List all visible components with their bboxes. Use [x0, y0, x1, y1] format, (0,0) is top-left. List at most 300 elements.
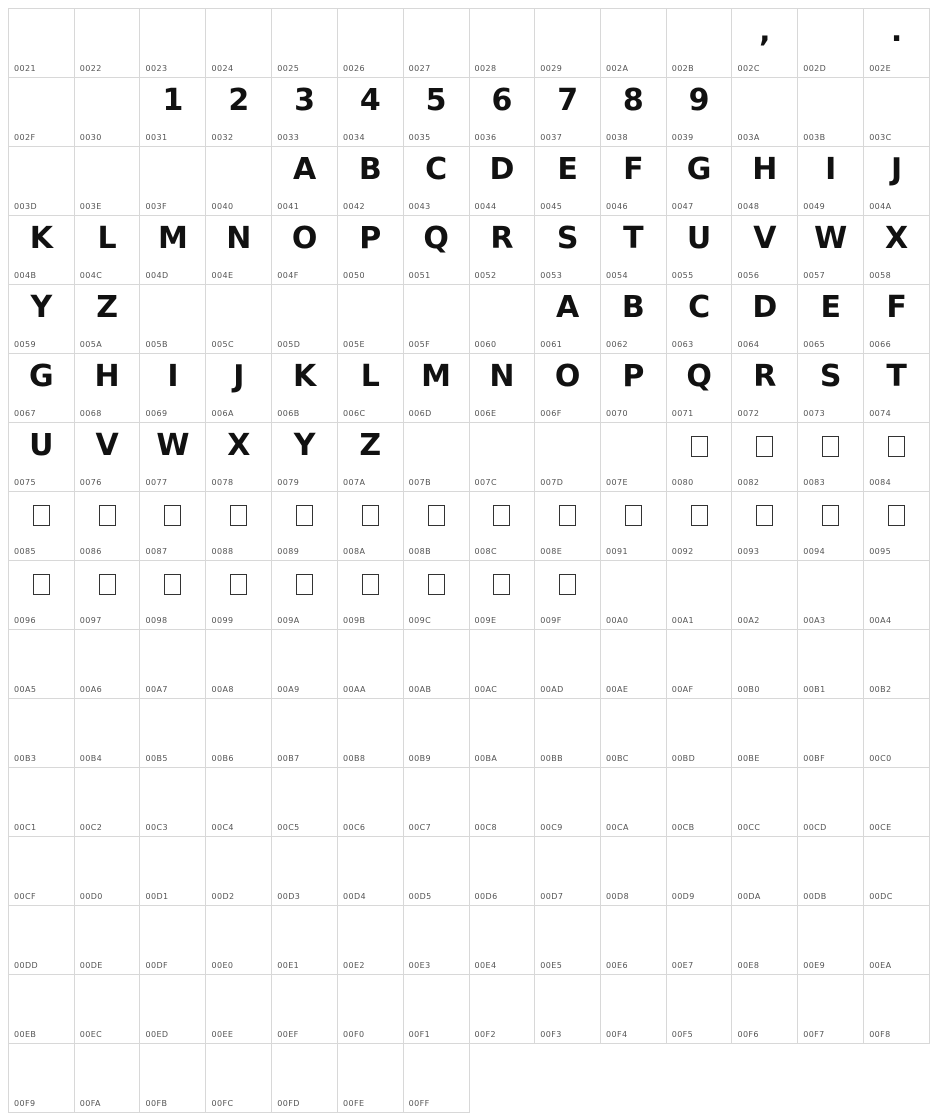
glyph-preview: F: [623, 152, 644, 187]
character-cell[interactable]: [74, 492, 140, 561]
character-cell[interactable]: [403, 492, 469, 561]
character-cell[interactable]: [469, 630, 535, 699]
character-cell[interactable]: [469, 768, 535, 837]
character-cell[interactable]: [469, 699, 535, 768]
character-cell[interactable]: [601, 768, 667, 837]
character-cell[interactable]: [74, 699, 140, 768]
unicode-codepoint-label: 0040: [211, 202, 234, 211]
character-cell[interactable]: [666, 492, 732, 561]
character-map-row: [9, 837, 930, 906]
character-cell[interactable]: [666, 699, 732, 768]
character-cell[interactable]: [666, 837, 732, 906]
unicode-codepoint-label: 00B1: [803, 685, 826, 694]
character-cell[interactable]: [666, 975, 732, 1044]
unicode-codepoint-label: 005B: [145, 340, 168, 349]
character-cell[interactable]: [272, 906, 338, 975]
character-cell[interactable]: [272, 768, 338, 837]
character-cell[interactable]: [140, 216, 206, 285]
character-cell[interactable]: [206, 1044, 272, 1113]
character-cell[interactable]: [469, 561, 535, 630]
character-cell[interactable]: [403, 423, 469, 492]
character-cell[interactable]: [798, 630, 864, 699]
glyph-preview: S: [556, 221, 579, 256]
character-cell[interactable]: [140, 837, 206, 906]
character-map-row: [9, 147, 930, 216]
character-cell[interactable]: [601, 561, 667, 630]
character-cell[interactable]: [337, 78, 403, 147]
character-cell[interactable]: [9, 768, 75, 837]
character-cell[interactable]: [535, 354, 601, 423]
character-cell[interactable]: [469, 492, 535, 561]
character-cell[interactable]: [9, 906, 75, 975]
unicode-codepoint-label: 00B8: [342, 754, 366, 763]
unicode-codepoint-label: 00B6: [211, 754, 234, 763]
character-cell[interactable]: [337, 906, 403, 975]
unicode-codepoint-label: 00D1: [145, 892, 169, 901]
character-cell[interactable]: [337, 492, 403, 561]
character-cell[interactable]: [9, 561, 75, 630]
character-cell[interactable]: [864, 492, 930, 561]
character-cell[interactable]: [798, 768, 864, 837]
character-cell[interactable]: [798, 423, 864, 492]
unicode-codepoint-label: 00C1: [14, 823, 37, 832]
unicode-codepoint-label: 005F: [408, 340, 431, 349]
character-cell[interactable]: [798, 354, 864, 423]
character-cell[interactable]: [798, 78, 864, 147]
character-cell[interactable]: [403, 768, 469, 837]
character-cell[interactable]: [732, 837, 798, 906]
character-cell[interactable]: [140, 630, 206, 699]
character-cell[interactable]: [732, 216, 798, 285]
character-cell[interactable]: [9, 354, 75, 423]
missing-glyph-icon: [9, 492, 74, 538]
unicode-codepoint-label: 00F0: [342, 1030, 365, 1039]
character-cell[interactable]: [535, 768, 601, 837]
glyph-preview: I: [825, 152, 837, 187]
character-cell[interactable]: [666, 906, 732, 975]
character-cell[interactable]: [74, 9, 140, 78]
unicode-codepoint-label: 00E8: [737, 961, 760, 970]
character-cell[interactable]: [337, 285, 403, 354]
character-cell[interactable]: [864, 561, 930, 630]
character-cell[interactable]: [9, 1044, 75, 1113]
character-cell[interactable]: [469, 216, 535, 285]
character-cell[interactable]: [206, 768, 272, 837]
character-cell[interactable]: [469, 78, 535, 147]
character-cell[interactable]: [206, 285, 272, 354]
character-cell[interactable]: [272, 630, 338, 699]
character-cell[interactable]: [272, 285, 338, 354]
character-cell[interactable]: [9, 837, 75, 906]
character-cell[interactable]: [798, 492, 864, 561]
character-cell[interactable]: [864, 216, 930, 285]
character-cell[interactable]: [206, 630, 272, 699]
character-cell[interactable]: [337, 354, 403, 423]
character-cell[interactable]: [9, 630, 75, 699]
glyph-preview: [864, 768, 929, 814]
unicode-codepoint-label: 00C4: [211, 823, 234, 832]
unicode-codepoint-label: 00D0: [79, 892, 103, 901]
character-cell[interactable]: [601, 492, 667, 561]
empty-cell: [798, 1044, 864, 1113]
character-cell[interactable]: [140, 975, 206, 1044]
character-cell[interactable]: [337, 1044, 403, 1113]
missing-glyph-icon: [404, 561, 469, 607]
character-cell[interactable]: [206, 699, 272, 768]
character-cell[interactable]: [140, 699, 206, 768]
character-cell[interactable]: [403, 354, 469, 423]
character-cell[interactable]: [272, 492, 338, 561]
glyph-preview: [864, 561, 929, 607]
character-cell[interactable]: [666, 285, 732, 354]
character-cell[interactable]: [469, 906, 535, 975]
glyph-preview: J: [891, 152, 903, 187]
unicode-codepoint-label: 0047: [671, 202, 694, 211]
character-cell[interactable]: [864, 906, 930, 975]
glyph-preview: [75, 906, 140, 952]
character-cell[interactable]: [74, 975, 140, 1044]
character-cell[interactable]: [666, 147, 732, 216]
glyph-preview: [470, 837, 535, 883]
character-cell[interactable]: [798, 285, 864, 354]
character-cell[interactable]: [337, 216, 403, 285]
character-cell[interactable]: [535, 699, 601, 768]
character-cell[interactable]: [140, 423, 206, 492]
character-cell[interactable]: [666, 354, 732, 423]
unicode-codepoint-label: 0098: [145, 616, 168, 625]
glyph-preview: [732, 768, 797, 814]
character-cell[interactable]: [337, 423, 403, 492]
character-cell[interactable]: [140, 561, 206, 630]
character-cell[interactable]: [140, 147, 206, 216]
unicode-codepoint-label: 006F: [540, 409, 562, 418]
character-cell[interactable]: [469, 354, 535, 423]
unicode-codepoint-label: 0034: [342, 133, 365, 142]
character-cell[interactable]: [140, 1044, 206, 1113]
character-cell[interactable]: [798, 561, 864, 630]
glyph-preview: I: [167, 359, 179, 394]
character-cell[interactable]: [74, 354, 140, 423]
unicode-codepoint-label: 00FF: [408, 1099, 430, 1108]
unicode-codepoint-label: 00D7: [540, 892, 564, 901]
character-cell[interactable]: [535, 216, 601, 285]
unicode-codepoint-label: 0060: [474, 340, 497, 349]
character-cell[interactable]: [469, 285, 535, 354]
character-cell[interactable]: [337, 768, 403, 837]
character-cell[interactable]: [403, 216, 469, 285]
character-cell[interactable]: [74, 147, 140, 216]
character-cell[interactable]: [798, 975, 864, 1044]
unicode-codepoint-label: 00A5: [14, 685, 37, 694]
character-cell[interactable]: [403, 561, 469, 630]
unicode-codepoint-label: 0068: [79, 409, 102, 418]
character-cell[interactable]: [535, 975, 601, 1044]
character-cell[interactable]: [535, 423, 601, 492]
character-cell[interactable]: [74, 1044, 140, 1113]
character-cell[interactable]: [272, 147, 338, 216]
character-cell[interactable]: [9, 78, 75, 147]
character-cell[interactable]: [601, 285, 667, 354]
character-cell[interactable]: [206, 147, 272, 216]
character-cell[interactable]: [337, 561, 403, 630]
unicode-codepoint-label: 00F5: [671, 1030, 694, 1039]
character-cell[interactable]: [206, 975, 272, 1044]
character-cell[interactable]: [535, 78, 601, 147]
character-cell[interactable]: [864, 837, 930, 906]
character-cell[interactable]: [601, 699, 667, 768]
glyph-preview: [798, 9, 863, 55]
glyph-preview: G: [686, 152, 712, 187]
character-cell[interactable]: [601, 147, 667, 216]
unicode-codepoint-label: 00BB: [540, 754, 564, 763]
character-cell[interactable]: [864, 147, 930, 216]
character-cell[interactable]: [272, 216, 338, 285]
character-cell[interactable]: [732, 906, 798, 975]
character-cell[interactable]: [864, 285, 930, 354]
unicode-codepoint-label: 00E6: [606, 961, 628, 970]
character-cell[interactable]: [337, 630, 403, 699]
character-cell[interactable]: [666, 561, 732, 630]
unicode-codepoint-label: 00ED: [145, 1030, 169, 1039]
character-cell[interactable]: [403, 630, 469, 699]
glyph-preview: R: [753, 359, 777, 394]
unicode-codepoint-label: 0097: [79, 616, 102, 625]
character-cell[interactable]: [337, 9, 403, 78]
character-cell[interactable]: [206, 9, 272, 78]
character-cell[interactable]: [535, 906, 601, 975]
character-cell[interactable]: [732, 9, 798, 78]
character-cell[interactable]: [403, 285, 469, 354]
unicode-codepoint-label: 00AD: [540, 685, 564, 694]
character-cell[interactable]: [206, 354, 272, 423]
character-cell[interactable]: [601, 906, 667, 975]
character-cell[interactable]: [732, 699, 798, 768]
character-cell[interactable]: [666, 768, 732, 837]
character-cell[interactable]: [74, 906, 140, 975]
character-cell[interactable]: [206, 78, 272, 147]
unicode-codepoint-label: 002A: [606, 64, 629, 73]
character-cell[interactable]: [535, 285, 601, 354]
character-map-row: [9, 492, 930, 561]
character-cell[interactable]: [9, 699, 75, 768]
character-cell[interactable]: [74, 78, 140, 147]
unicode-codepoint-label: 00B0: [737, 685, 760, 694]
missing-glyph-icon: [732, 492, 797, 538]
character-cell[interactable]: [403, 78, 469, 147]
character-cell[interactable]: [403, 147, 469, 216]
character-cell[interactable]: [535, 561, 601, 630]
character-cell[interactable]: [74, 423, 140, 492]
character-cell[interactable]: [403, 1044, 469, 1113]
character-cell[interactable]: [798, 699, 864, 768]
character-cell[interactable]: [272, 9, 338, 78]
glyph-preview: P: [359, 221, 382, 256]
glyph-preview: [535, 9, 600, 55]
character-cell[interactable]: [535, 630, 601, 699]
unicode-codepoint-label: 00E2: [342, 961, 365, 970]
glyph-preview: [206, 1044, 271, 1090]
character-cell[interactable]: [272, 1044, 338, 1113]
character-cell[interactable]: [601, 975, 667, 1044]
character-cell[interactable]: [666, 216, 732, 285]
unicode-codepoint-label: 004B: [14, 271, 37, 280]
character-cell[interactable]: [140, 492, 206, 561]
character-cell[interactable]: [206, 423, 272, 492]
character-cell[interactable]: [469, 975, 535, 1044]
character-cell[interactable]: [798, 837, 864, 906]
character-cell[interactable]: [272, 561, 338, 630]
character-cell[interactable]: [206, 216, 272, 285]
character-cell[interactable]: [732, 354, 798, 423]
character-cell[interactable]: [732, 423, 798, 492]
unicode-codepoint-label: 00AC: [474, 685, 498, 694]
character-cell[interactable]: [732, 147, 798, 216]
character-cell[interactable]: [732, 630, 798, 699]
character-cell[interactable]: [337, 975, 403, 1044]
character-cell[interactable]: [9, 975, 75, 1044]
character-cell[interactable]: [601, 423, 667, 492]
character-cell[interactable]: [864, 975, 930, 1044]
glyph-preview: 4: [359, 83, 381, 118]
character-cell[interactable]: [864, 768, 930, 837]
unicode-codepoint-label: 00CA: [606, 823, 629, 832]
character-cell[interactable]: [74, 837, 140, 906]
character-cell[interactable]: [140, 9, 206, 78]
character-cell[interactable]: [864, 699, 930, 768]
character-cell[interactable]: [732, 561, 798, 630]
character-cell[interactable]: [732, 768, 798, 837]
character-cell[interactable]: [732, 285, 798, 354]
unicode-codepoint-label: 003C: [869, 133, 892, 142]
glyph-preview: [470, 9, 535, 55]
character-cell[interactable]: [74, 630, 140, 699]
character-cell[interactable]: [732, 78, 798, 147]
character-cell[interactable]: [9, 147, 75, 216]
unicode-codepoint-label: 00DC: [869, 892, 893, 901]
character-cell[interactable]: [9, 216, 75, 285]
character-cell[interactable]: [403, 9, 469, 78]
character-cell[interactable]: [74, 768, 140, 837]
glyph-preview: V: [95, 428, 119, 463]
glyph-preview: P: [622, 359, 645, 394]
glyph-preview: [75, 9, 140, 55]
character-cell[interactable]: [469, 9, 535, 78]
character-cell[interactable]: [403, 906, 469, 975]
character-cell[interactable]: [601, 354, 667, 423]
character-cell[interactable]: [206, 492, 272, 561]
unicode-codepoint-label: 008B: [408, 547, 431, 556]
glyph-preview: Y: [293, 428, 316, 463]
character-cell[interactable]: [732, 975, 798, 1044]
character-cell[interactable]: [206, 906, 272, 975]
unicode-codepoint-label: 0036: [474, 133, 497, 142]
character-cell[interactable]: [469, 147, 535, 216]
unicode-codepoint-label: 004D: [145, 271, 169, 280]
character-cell[interactable]: [272, 699, 338, 768]
unicode-codepoint-label: 00A8: [211, 685, 234, 694]
character-cell[interactable]: [864, 630, 930, 699]
character-cell[interactable]: [601, 9, 667, 78]
character-cell[interactable]: [469, 837, 535, 906]
character-cell[interactable]: [798, 9, 864, 78]
character-cell[interactable]: [9, 285, 75, 354]
unicode-codepoint-label: 0072: [737, 409, 760, 418]
character-cell[interactable]: [337, 837, 403, 906]
character-cell[interactable]: [74, 216, 140, 285]
unicode-codepoint-label: 0039: [671, 133, 694, 142]
character-cell[interactable]: [601, 78, 667, 147]
character-cell[interactable]: [864, 78, 930, 147]
character-cell[interactable]: [666, 78, 732, 147]
character-cell[interactable]: [535, 492, 601, 561]
character-cell[interactable]: [601, 837, 667, 906]
unicode-codepoint-label: 00DF: [145, 961, 169, 970]
character-cell[interactable]: [206, 837, 272, 906]
character-cell[interactable]: [74, 561, 140, 630]
character-cell[interactable]: [864, 423, 930, 492]
character-cell[interactable]: [798, 216, 864, 285]
character-cell[interactable]: [403, 699, 469, 768]
character-cell[interactable]: [140, 285, 206, 354]
character-cell[interactable]: [798, 147, 864, 216]
character-cell[interactable]: [140, 906, 206, 975]
character-cell[interactable]: [272, 837, 338, 906]
glyph-preview: [601, 699, 666, 745]
character-cell[interactable]: [798, 906, 864, 975]
character-cell[interactable]: [469, 423, 535, 492]
character-cell[interactable]: [403, 837, 469, 906]
character-cell[interactable]: [140, 78, 206, 147]
unicode-codepoint-label: 00C5: [277, 823, 300, 832]
character-cell[interactable]: [9, 492, 75, 561]
glyph-preview: [272, 906, 337, 952]
character-cell[interactable]: [732, 492, 798, 561]
character-cell[interactable]: [666, 630, 732, 699]
character-cell[interactable]: [666, 9, 732, 78]
character-cell[interactable]: [9, 423, 75, 492]
character-cell[interactable]: [9, 9, 75, 78]
character-cell[interactable]: [535, 9, 601, 78]
glyph-preview: 8: [622, 83, 644, 118]
unicode-codepoint-label: 008C: [474, 547, 497, 556]
character-cell[interactable]: [666, 423, 732, 492]
character-cell[interactable]: [140, 768, 206, 837]
character-cell[interactable]: [601, 630, 667, 699]
character-cell[interactable]: [74, 285, 140, 354]
character-cell[interactable]: [337, 147, 403, 216]
unicode-codepoint-label: 0095: [869, 547, 892, 556]
character-cell[interactable]: [864, 354, 930, 423]
character-cell[interactable]: [272, 354, 338, 423]
character-cell[interactable]: [272, 975, 338, 1044]
character-cell[interactable]: [206, 561, 272, 630]
unicode-codepoint-label: 008A: [342, 547, 366, 556]
character-cell[interactable]: [403, 975, 469, 1044]
unicode-codepoint-label: 0096: [14, 616, 36, 625]
character-cell[interactable]: [272, 423, 338, 492]
glyph-preview: [140, 699, 205, 745]
character-cell[interactable]: [535, 837, 601, 906]
character-cell[interactable]: [535, 147, 601, 216]
character-cell[interactable]: [864, 9, 930, 78]
character-cell[interactable]: [272, 78, 338, 147]
glyph-preview: [404, 630, 469, 676]
character-cell[interactable]: [140, 354, 206, 423]
character-cell[interactable]: [337, 699, 403, 768]
character-cell[interactable]: [601, 216, 667, 285]
unicode-codepoint-label: 00A7: [145, 685, 168, 694]
glyph-preview: [272, 699, 337, 745]
